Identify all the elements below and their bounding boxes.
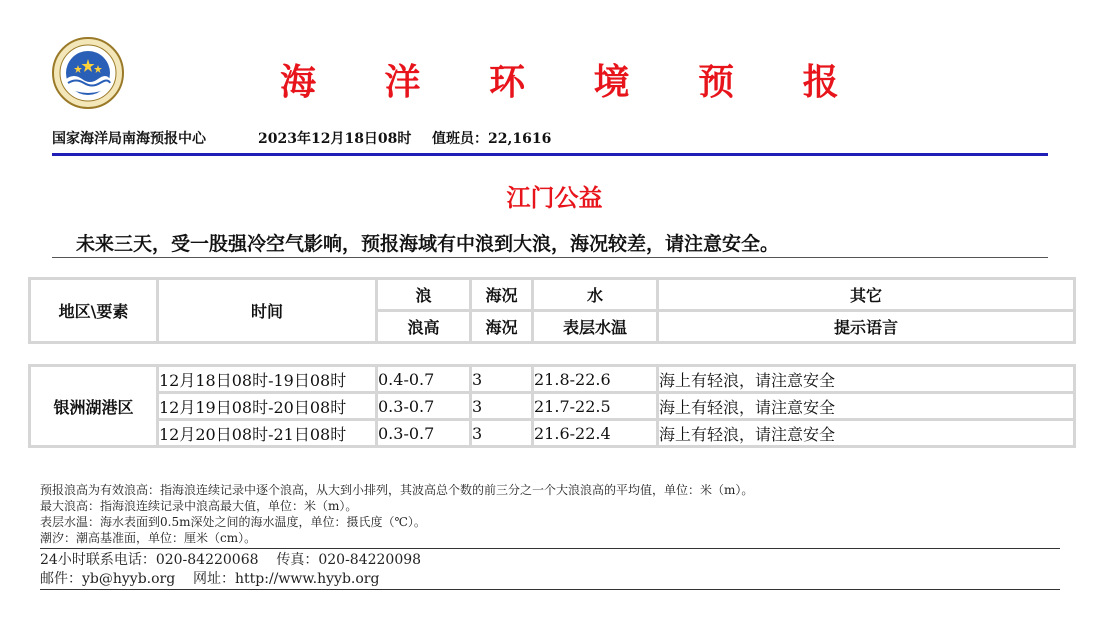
row-tip: 海上有轻浪，请注意安全 [658,393,1075,420]
contact-website[interactable]: 网址：http://www.hyyb.org [193,571,380,587]
definition-notes [40,482,753,546]
contact-email: 邮件：yb@hyyb.org [40,571,176,587]
agency-logo [52,37,124,109]
header-divider [52,153,1048,156]
row-tip: 海上有轻浪，请注意安全 [658,366,1075,393]
table-row [30,366,1075,393]
agency-name: 国家海洋局南海预报中心 [52,131,206,147]
report-info [52,128,551,148]
note-water-temp: 表层水温：海水表面到0.5m深处之间的海水温度，单位：摄氏度（℃）。 [40,515,426,529]
row-water-temp: 21.7-22.5 [533,393,658,420]
row-wave: 0.3-0.7 [377,393,471,420]
footer-divider-bottom [40,589,1060,590]
table-row [30,420,1075,447]
subheader-tips: 提示语言 [658,311,1075,343]
header-seastate: 海况 [471,279,533,311]
header-area: 地区\要素 [30,279,158,343]
area-name: 银洲湖港区 [30,366,158,447]
row-time: 12月19日08时-20日08时 [158,393,377,420]
table-row [30,393,1075,420]
forecast-table-body [28,364,1076,448]
forecast-table-header [28,277,1076,344]
note-max-wave: 最大浪高：指海浪连续记录中浪高最大值，单位：米（m）。 [40,499,358,513]
forecast-summary: 未来三天，受一股强冷空气影响，预报海域有中浪到大浪，海况较差，请注意安全。 [76,233,780,255]
subheader-seastate: 海况 [471,311,533,343]
note-wave-height: 预报浪高为有效浪高：指海浪连续记录中逐个浪高，从大到小排列，其波高总个数的前三分之一个大浪浪高的平均值，单位：米（m）。 [40,483,754,497]
row-tip: 海上有轻浪，请注意安全 [658,420,1075,447]
header-water: 水 [533,279,658,311]
row-time: 12月18日08时-19日08时 [158,366,377,393]
header-wave: 浪 [377,279,471,311]
header-time: 时间 [158,279,377,343]
row-seastate: 3 [471,420,533,447]
location-title: 江门公益 [506,183,603,212]
row-time: 12月20日08时-21日08时 [158,420,377,447]
contact-phone: 24小时联系电话：020-84220068 [40,552,259,568]
duty-officer: 值班员：22,1616 [432,131,552,147]
issue-datetime: 2023年12月18日08时 [258,131,412,147]
header-other: 其它 [658,279,1075,311]
contact-fax: 传真：020-84220098 [276,552,422,568]
report-title: 海 洋 环 境 预 报 [280,61,867,103]
row-water-temp: 21.8-22.6 [533,366,658,393]
row-wave: 0.4-0.7 [377,366,471,393]
subheader-water-temp: 表层水温 [533,311,658,343]
row-water-temp: 21.6-22.4 [533,420,658,447]
subheader-wave-height: 浪高 [377,311,471,343]
contact-footer [40,551,421,589]
footer-divider-top [40,548,1060,549]
row-wave: 0.3-0.7 [377,420,471,447]
row-seastate: 3 [471,393,533,420]
note-tide: 潮汐：潮高基准面，单位：厘米（cm）。 [40,531,257,545]
summary-divider [52,257,1048,258]
row-seastate: 3 [471,366,533,393]
